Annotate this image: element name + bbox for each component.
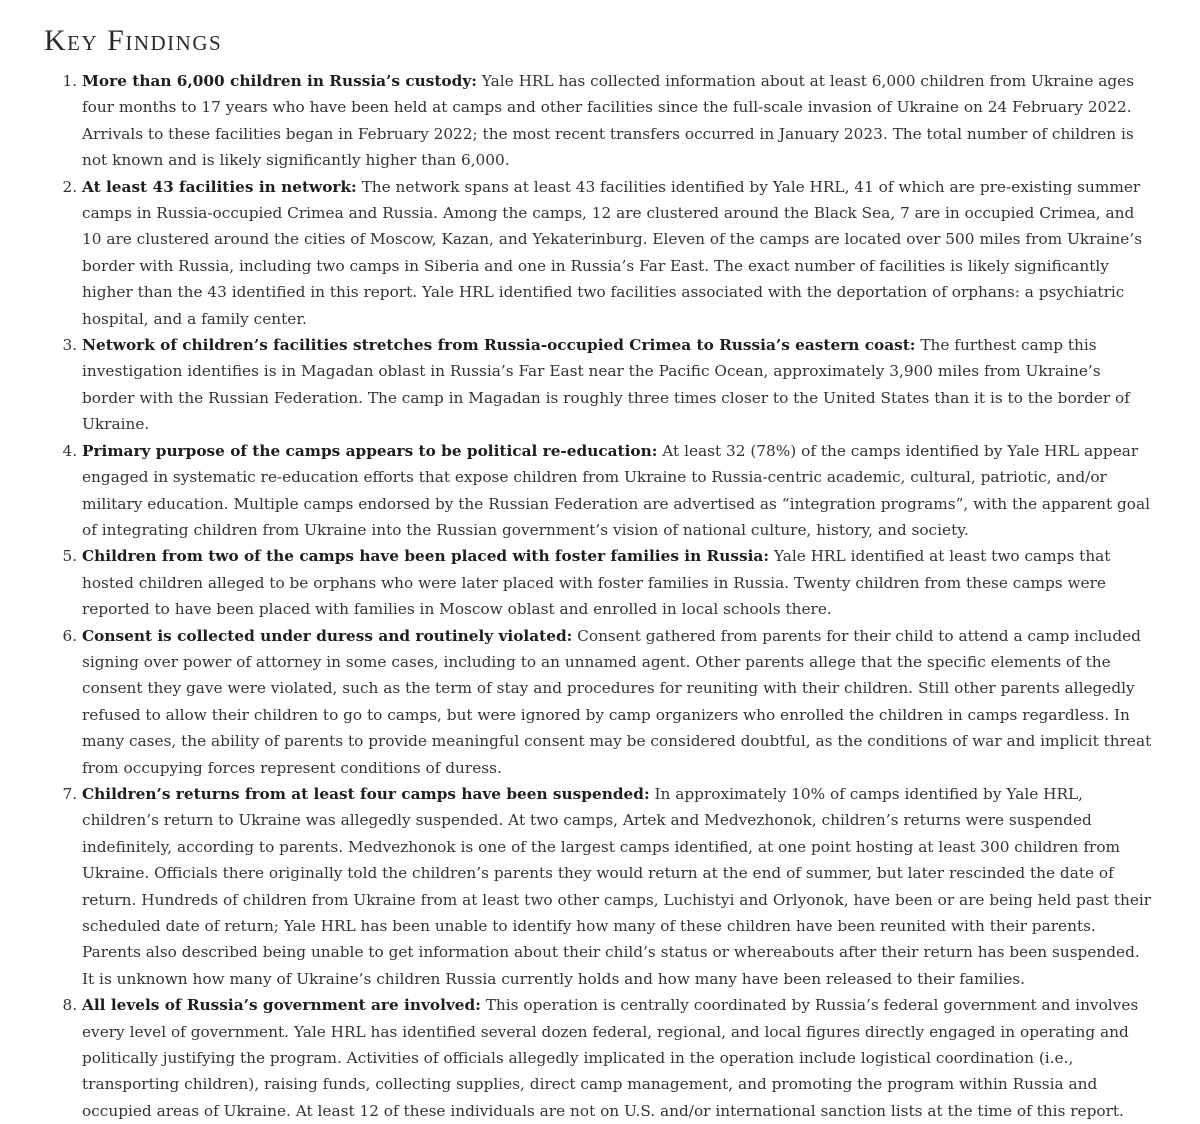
finding-item (82, 623, 1156, 781)
finding-lead: Consent is collected under duress and routinely violated: (82, 626, 573, 645)
finding-item (82, 992, 1156, 1124)
page-title: Key Findings (44, 24, 223, 57)
finding-lead: Children’s returns from at least four camps have been suspended: (82, 784, 650, 803)
findings-list (44, 68, 1156, 1124)
finding-lead: More than 6,000 children in Russia’s custody: (82, 72, 477, 90)
finding-lead: Children from two of the camps have been placed with foster families in Russia: (82, 547, 769, 566)
finding-lead: At least 43 facilities in network: (82, 177, 357, 196)
finding-text: Yale HRL has collected information about at least 6,000 children from Ukraine ages four months to 17 years who have been held at camps and other facilities since the full-scale invasion of Ukraine on 24 February 2022. Arrivals to these facilities began in February 2022; the most recent transfers occurred in January 2023. The total number of children is not known and is likely significantly higher than 6,000. (82, 72, 1135, 170)
finding-lead: Network of children’s facilities stretches from Russia-occupied Crimea to Russia’s eastern coast: (82, 336, 916, 355)
finding-item (82, 781, 1156, 992)
finding-text: The network spans at least 43 facilities identified by Yale HRL, 41 of which are pre-existing summer camps in Russia-occupied Crimea and Russia. Among the camps, 12 are clustered around the Black Sea, 7 are in occupied Crimea, and 10 are clustered around the cities of Moscow, Kazan, and Yekaterinburg. Eleven of the camps are located over 500 miles from Ukraine’s border with Russia, including two camps in Siberia and one in Russia’s Far East. The exact number of facilities is likely significantly higher than the 43 identified in this report. Yale HRL identified two facilities associated with the deportation of orphans: a psychiatric hospital, and a family center. (82, 177, 1143, 328)
finding-item (82, 174, 1156, 332)
finding-text: This operation is centrally coordinated by Russia’s federal government and involves every level of government. Yale HRL has identified several dozen federal, regional, and local figures directly engaged in operating and politically justifying the program. Activities of officials allegedly implicated in the operation include logistical coordination (i.e., transporting children), raising funds, collecting supplies, direct camp management, and promoting the program within Russia and occupied areas of Ukraine. At least 12 of these individuals are not on U.S. and/or international sanction lists at the time of this report. (82, 996, 1139, 1120)
finding-text: In approximately 10% of camps identified by Yale HRL, children’s return to Ukraine was allegedly suspended. At two camps, Artek and Medvezhonok, children’s returns were suspended indefinitely, according to parents. Medvezhonok is one of the largest camps identified, at one point hosting at least 300 children from Ukraine. Officials there originally told the children’s parents they would return at the end of summer, but later rescinded the date of return. Hundreds of children from Ukraine from at least two other camps, Luchistyi and Orlyonok, have been or are being held past their scheduled date of return; Yale HRL has been unable to identify how many of these children have been reunited with their parents. Parents also described being unable to get information about their child’s status or whereabouts after their return has been suspended. It is unknown how many of Ukraine’s children Russia currently holds and how many have been released to their families. (82, 784, 1152, 988)
finding-lead: All levels of Russia’s government are involved: (82, 996, 481, 1015)
finding-item (82, 438, 1156, 544)
finding-text: The furthest camp this investigation identifies is in Magadan oblast in Russia’s Far East near the Pacific Ocean, approximately 3,900 miles from Ukraine’s border with the Russian Federation. The camp in Magadan is roughly three times closer to the United States than it is to the border of Ukraine. (82, 336, 1130, 434)
finding-text: Yale HRL identified at least two camps that hosted children alleged to be orphans who were later placed with foster families in Russia. Twenty children from these camps were reported to have been placed with families in Moscow oblast and enrolled in local schools there. (82, 547, 1111, 619)
finding-text: Consent gathered from parents for their child to attend a camp included signing over power of attorney in some cases, including to an unnamed agent. Other parents allege that the specific elements of the consent they gave were violated, such as the term of stay and procedures for reuniting with their children. Still other parents allegedly refused to allow their children to go to camps, but were ignored by camp organizers who enrolled the children in camps regardless. In many cases, the ability of parents to provide meaningful consent may be considered doubtful, as the conditions of war and implicit threat from occupying forces represent conditions of duress. (82, 626, 1152, 777)
finding-lead: Primary purpose of the camps appears to be political re-education: (82, 441, 658, 460)
finding-item (82, 68, 1156, 174)
finding-item (82, 332, 1156, 438)
finding-item (82, 543, 1156, 622)
finding-text: At least 32 (78%) of the camps identified by Yale HRL appear engaged in systematic re-education efforts that expose children from Ukraine to Russia-centric academic, cultural, patriotic, and/or military education. Multiple camps endorsed by the Russian Federation are advertised as “integration programs”, with the apparent goal of integrating children from Ukraine into the Russian government’s vision of national culture, history, and society. (82, 441, 1150, 539)
